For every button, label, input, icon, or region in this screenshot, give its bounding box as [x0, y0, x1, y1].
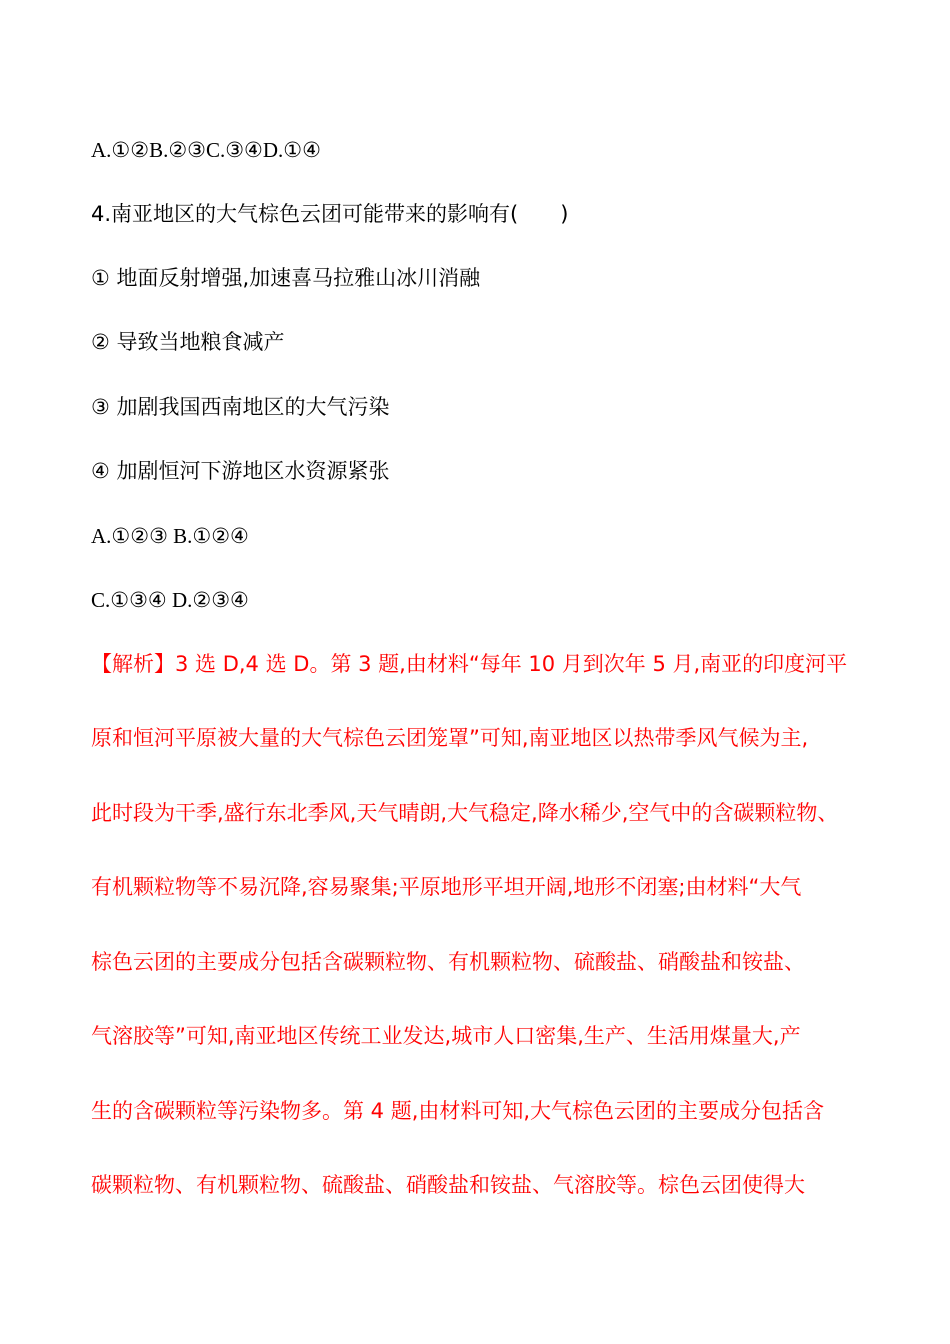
question-4-item-4: ④ 加剧恒河下游地区水资源紧张	[91, 459, 390, 483]
analysis-label: 【解析】	[91, 652, 175, 676]
analysis-line-3: 此时段为干季,盛行东北季风,天气晴朗,大气稳定,降水稀少,空气中的含碳颗粒物、	[91, 801, 839, 825]
analysis-line-1	[91, 650, 847, 678]
analysis-line-5: 棕色云团的主要成分包括含碳颗粒物、有机颗粒物、硫酸盐、硝酸盐和铵盐、	[91, 950, 805, 974]
analysis-line-6: 气溶胶等”可知,南亚地区传统工业发达,城市人口密集,生产、生活用煤量大,产	[91, 1024, 801, 1048]
analysis-line-7: 生的含碳颗粒等污染物多。第 4 题,由材料可知,大气棕色云团的主要成分包括含	[91, 1099, 825, 1123]
question-3-options: A.①②B.②③C.③④D.①④	[91, 138, 321, 162]
question-4-stem: 4.南亚地区的大气棕色云团可能带来的影响有( )	[91, 202, 569, 226]
question-4-options-row-2: C.①③④ D.②③④	[91, 588, 249, 612]
question-4-item-1: ① 地面反射增强,加速喜马拉雅山冰川消融	[91, 266, 481, 290]
question-4-item-3: ③ 加剧我国西南地区的大气污染	[91, 395, 390, 419]
analysis-line-2: 原和恒河平原被大量的大气棕色云团笼罩”可知,南亚地区以热带季风气候为主,	[91, 726, 809, 750]
question-4-item-2: ② 导致当地粮食减产	[91, 330, 285, 354]
analysis-line-4: 有机颗粒物等不易沉降,容易聚集;平原地形平坦开阔,地形不闭塞;由材料“大气	[91, 875, 802, 899]
question-4-options-row-1: A.①②③ B.①②④	[91, 524, 249, 548]
analysis-line-8: 碳颗粒物、有机颗粒物、硫酸盐、硝酸盐和铵盐、气溶胶等。棕色云团使得大	[91, 1173, 805, 1197]
analysis-line-1-text: 3 选 D,4 选 D。第 3 题,由材料“每年 10 月到次年 5 月,南亚的印度河平	[175, 652, 848, 676]
